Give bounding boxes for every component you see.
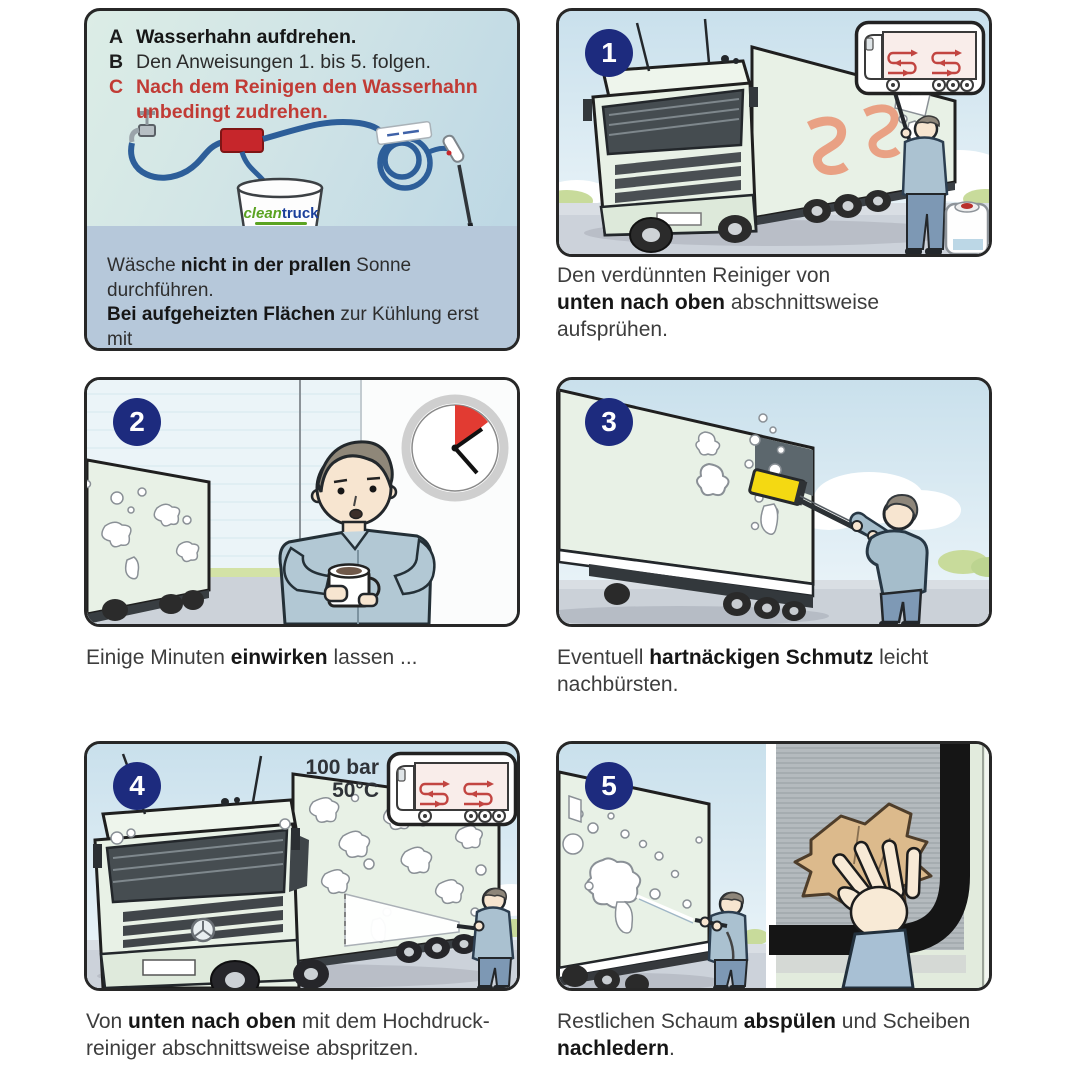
temperature-value: 50°C xyxy=(332,779,379,802)
mirror xyxy=(583,99,592,121)
sleeve xyxy=(843,930,913,988)
pressure-value: 100 bar xyxy=(305,756,379,779)
step5-caption: Restlichen Schaum abspülen und Scheiben nachledern. xyxy=(557,1010,971,1060)
bucket-brand-label xyxy=(238,207,324,225)
step-badge-1: 1 xyxy=(585,29,633,77)
setup-panel xyxy=(84,8,520,351)
mirror xyxy=(93,844,102,868)
clock-icon xyxy=(406,399,504,497)
step1-caption: Den verdünnten Reiniger von unten nach oben abschnittsweise aufsprühen. xyxy=(557,264,880,341)
brand-swoosh xyxy=(255,222,307,225)
spray-lance xyxy=(427,134,473,241)
step-badge-2: 2 xyxy=(113,398,161,446)
hose-left xyxy=(131,142,223,178)
step-badge-5: 5 xyxy=(585,762,633,810)
step5-panel xyxy=(556,741,992,991)
dosing-mixer xyxy=(221,129,263,152)
step-badge-3: 3 xyxy=(585,398,633,446)
brand-truck: truck xyxy=(281,205,319,222)
sun-warning-note: Wäsche nicht in der prallen Sonne durchführen. Bei aufgeheizten Flächen zur Kühlung erst mit xyxy=(107,255,479,350)
abc-row: A Wasserhahn aufdrehen. xyxy=(109,26,357,48)
foamy-trailer xyxy=(559,772,709,988)
abc-row: B Den Anweisungen 1. bis 5. folgen. xyxy=(109,51,431,73)
step4-caption: Von unten nach oben mit dem Hochdruck- reiniger abschnittsweise abspritzen. xyxy=(86,1010,490,1060)
spray-pattern-inset xyxy=(857,23,984,94)
abc-instructions xyxy=(109,25,478,125)
hose-coil xyxy=(376,121,432,188)
step2-panel xyxy=(84,377,520,627)
cleaner-canister xyxy=(946,202,988,254)
step-badge-4: 4 xyxy=(113,762,161,810)
foamy-truck xyxy=(87,460,209,624)
step4-panel xyxy=(84,741,520,991)
spray-pattern-inset xyxy=(389,754,516,825)
window-closeup xyxy=(769,744,989,988)
step2-caption: Einige Minuten einwirken lassen ... xyxy=(86,646,418,669)
brand-clean: clean xyxy=(243,205,282,222)
step3-panel xyxy=(556,377,992,627)
step1-panel xyxy=(556,8,992,257)
step3-caption: Eventuell hartnäckigen Schmutz leicht nachbürsten. xyxy=(557,646,929,696)
abc-row: C Nach dem Reinigen den Wasserhahn unbedingt zudrehen. xyxy=(109,76,478,123)
pressure-temperature-label xyxy=(305,756,379,802)
